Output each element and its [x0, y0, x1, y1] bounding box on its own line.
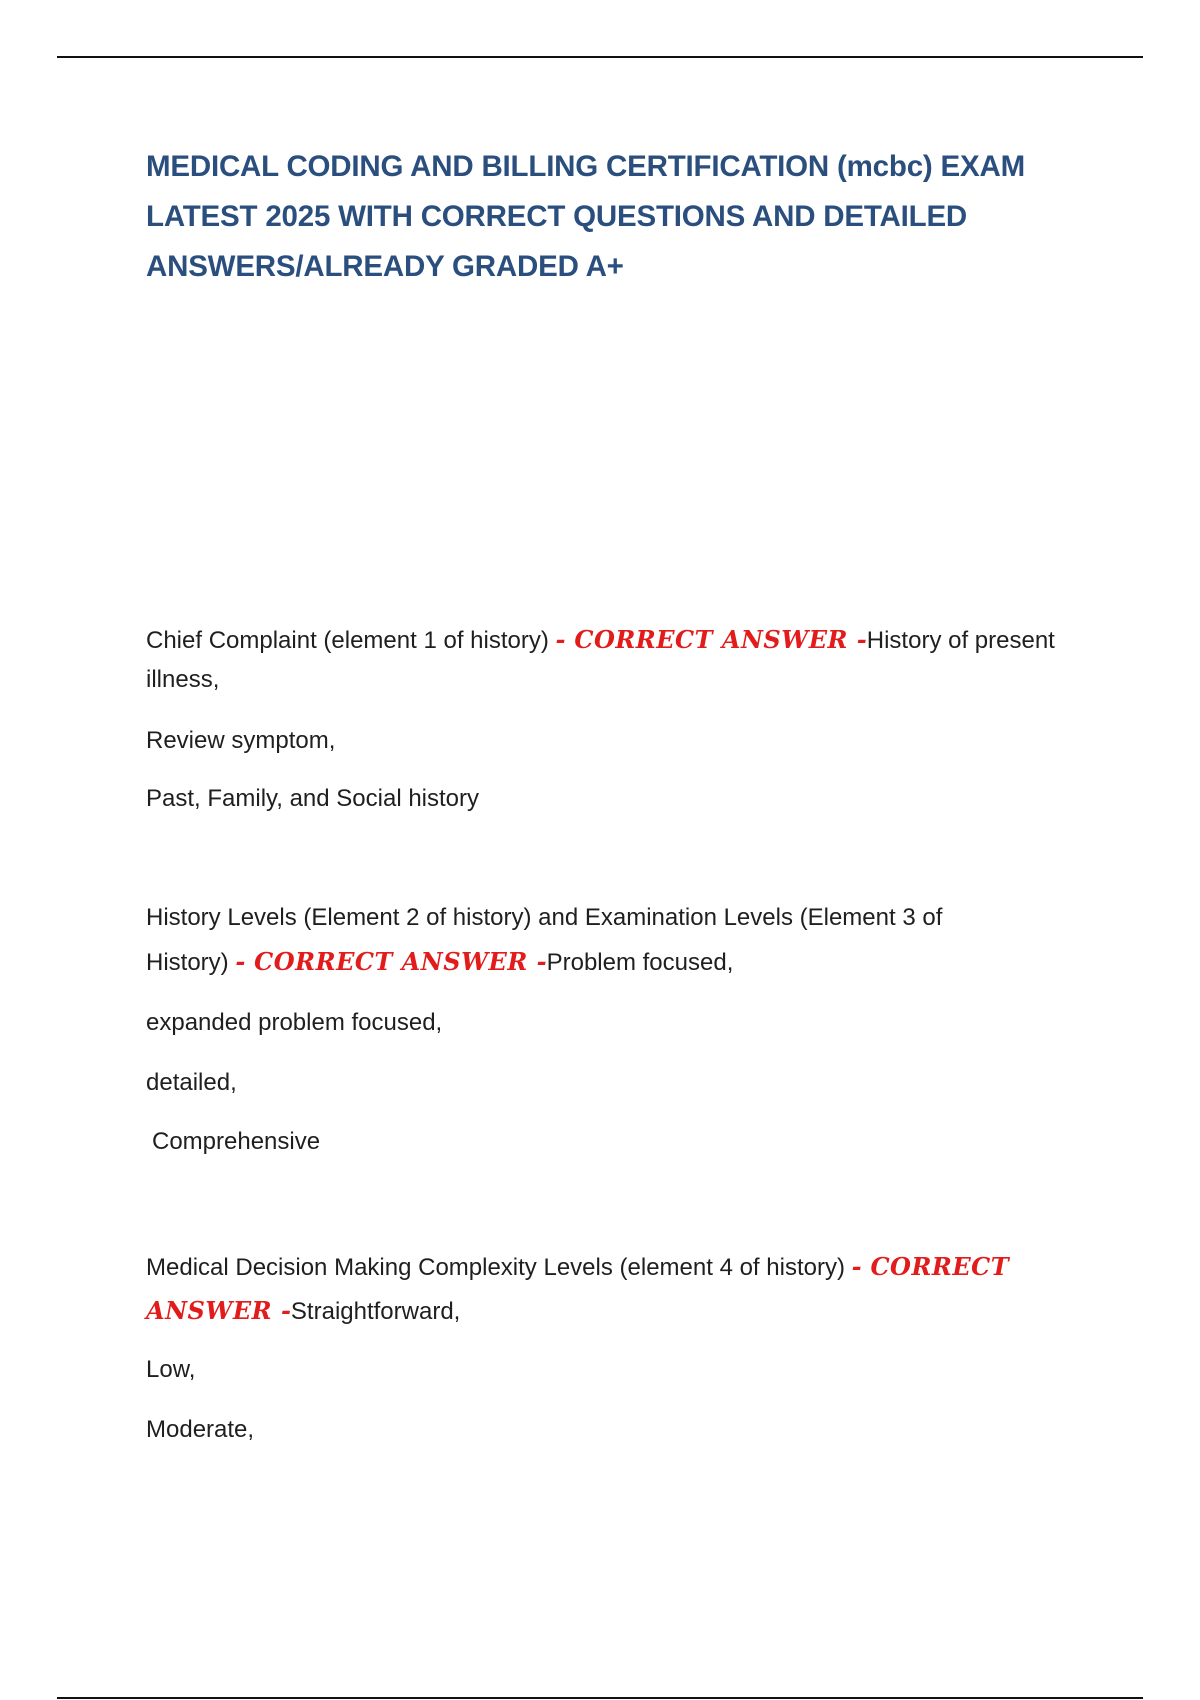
- q2-answer-start: Problem focused,: [546, 949, 734, 976]
- q2-item-3: Comprehensive: [152, 1128, 321, 1155]
- q1-line-1: [146, 620, 1055, 661]
- q1-item-1: Review symptom,: [146, 727, 336, 754]
- document-title: MEDICAL CODING AND BILLING CERTIFICATION (mcbc) EXAM LATEST 2025 WITH CORRECT QUESTIONS AND DETAILED ANSWERS/ALREADY GRADED A+: [146, 150, 1025, 283]
- bottom-rule: [57, 1697, 1143, 1699]
- q3-item-2: Moderate,: [146, 1416, 255, 1443]
- correct-answer-marker-cont: ANSWER -: [146, 1296, 291, 1325]
- q3-item-1: Low,: [146, 1356, 196, 1383]
- q1-answer-wrap: illness,: [146, 666, 220, 693]
- correct-answer-marker: - CORRECT ANSWER -: [555, 625, 867, 654]
- correct-answer-marker: - CORRECT ANSWER -: [235, 947, 547, 976]
- q3-line-1: [146, 1247, 1009, 1288]
- correct-answer-marker: - CORRECT: [851, 1252, 1010, 1281]
- q3-line-2: [146, 1291, 460, 1332]
- q2-item-2: detailed,: [146, 1069, 237, 1096]
- q2-question-end: History): [146, 949, 229, 976]
- top-rule: [57, 56, 1143, 58]
- q2-line-1: History Levels (Element 2 of history) and Examination Levels (Element 3 of: [146, 904, 943, 931]
- q1-answer-start: History of present: [866, 627, 1055, 654]
- q1-item-2: Past, Family, and Social history: [146, 785, 480, 812]
- q3-answer-start: Straightforward,: [290, 1298, 461, 1325]
- q3-question: Medical Decision Making Complexity Levels (element 4 of history): [146, 1254, 845, 1281]
- q2-item-1: expanded problem focused,: [146, 1009, 443, 1036]
- q2-line-2: [146, 942, 733, 983]
- q1-question: Chief Complaint (element 1 of history): [146, 627, 549, 654]
